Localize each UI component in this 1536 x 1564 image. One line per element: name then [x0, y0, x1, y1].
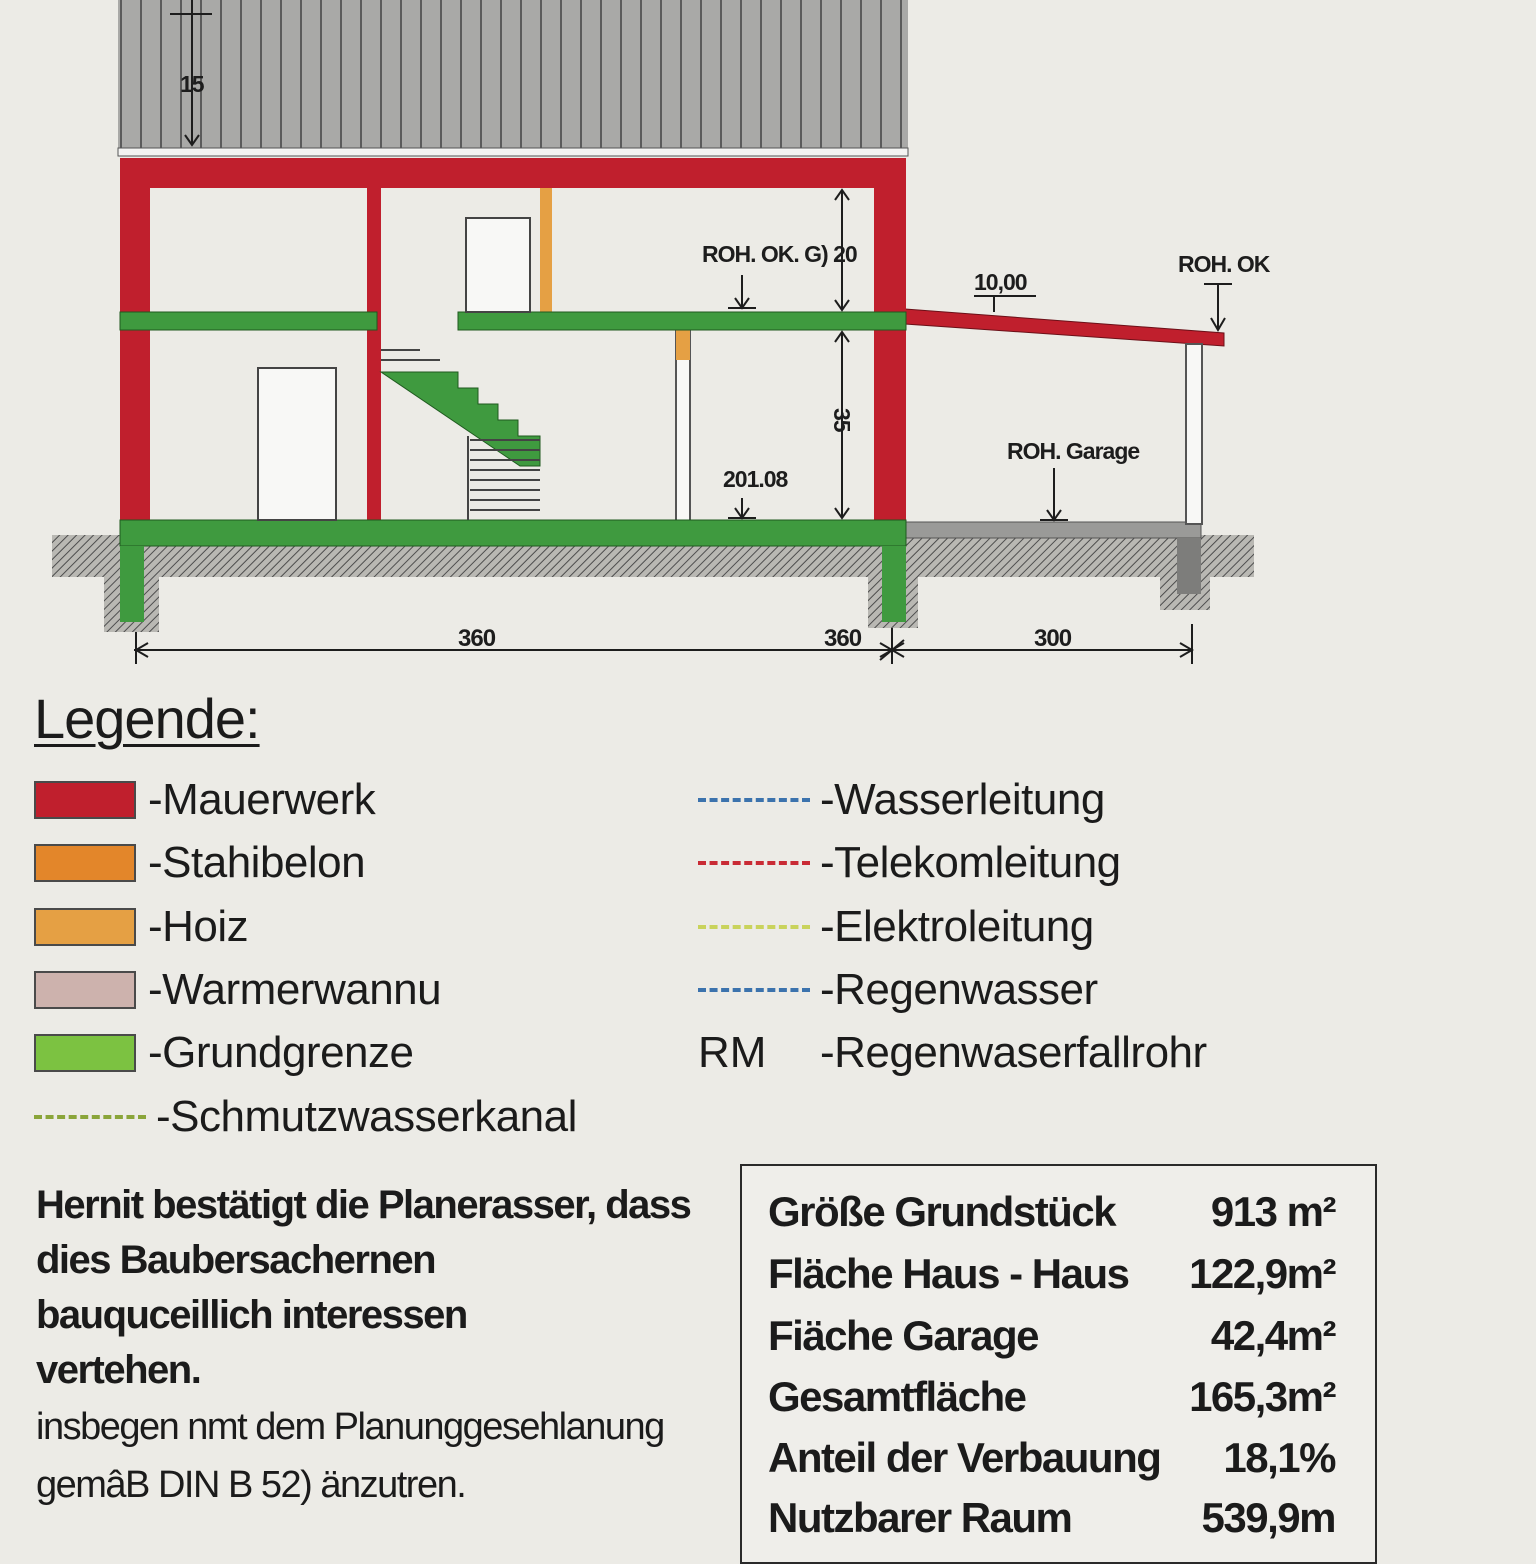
legend-item-wasserleitung — [698, 777, 1105, 823]
garage-foundation — [1177, 538, 1201, 594]
swatch-holz — [34, 908, 136, 946]
building-section-drawing — [0, 0, 1536, 680]
roof — [118, 0, 908, 150]
dimension-label-2: 360 — [824, 625, 862, 652]
dimension-label-1: 360 — [458, 625, 496, 652]
dimension-label-3: 300 — [1034, 625, 1072, 652]
row-label: Größe Grundstück — [768, 1188, 1116, 1235]
table-row — [768, 1306, 1335, 1366]
garage-post — [1186, 344, 1202, 524]
row-label: Anteil der Verbauung — [768, 1434, 1161, 1481]
statement-line: dies Baubersachernen — [36, 1238, 436, 1282]
height-top-label: 15 — [180, 71, 204, 97]
ceiling-upper — [142, 158, 887, 188]
legend-label: -Grundgrenze — [148, 1028, 414, 1077]
statement-line: gemâB DIN B 52) änzutren. — [36, 1464, 466, 1506]
legend-label: -Mauerwerk — [148, 775, 376, 824]
row-label: Fläche Haus - Haus — [768, 1250, 1129, 1297]
legend-item-regenwasser — [698, 967, 1098, 1013]
wall-right — [874, 158, 906, 528]
swatch-grundgrenze — [34, 1034, 136, 1072]
legend-label: -Telekomleitung — [820, 838, 1121, 887]
row-label: Fiäche Garage — [768, 1312, 1038, 1359]
garage-floor — [905, 522, 1201, 538]
dash-telekomleitung — [698, 861, 810, 865]
dash-schmutzwasserkanal — [34, 1115, 146, 1119]
legend-title: Legende: — [34, 687, 260, 750]
legend-label: -Elektroleitung — [820, 902, 1094, 951]
foundation-left — [120, 546, 144, 622]
legend-item-telekomleitung — [698, 840, 1121, 886]
row-value: 122,9m² — [1189, 1250, 1335, 1297]
table-row — [768, 1428, 1335, 1488]
dash-elektroleitung — [698, 925, 810, 929]
swatch-stahlbeton — [34, 844, 136, 882]
door-upper — [466, 218, 530, 312]
garage-roof — [905, 309, 1224, 346]
statement-line: bauquceillich interessen — [36, 1293, 467, 1337]
table-row — [768, 1367, 1335, 1427]
table-row — [768, 1182, 1335, 1242]
legend-label: -Regenwaserfallrohr — [820, 1028, 1207, 1077]
legend-item-regenwasserfallrohr — [698, 1030, 1207, 1076]
slab-mid-right — [458, 312, 906, 330]
statement-line: vertehen. — [36, 1348, 201, 1392]
legend-item-holz — [34, 904, 248, 950]
inner-wall-3-top — [676, 330, 690, 360]
inner-wall-1 — [367, 188, 381, 523]
roh-garage-label: ROH. Garage — [1007, 438, 1140, 464]
confirmation-statement — [36, 1178, 716, 1514]
swatch-mauerwerk — [34, 781, 136, 819]
rohok-g-label: ROH. OK. G) 20 — [702, 241, 857, 267]
statement-line: insbegen nmt dem Planunggesehlanung — [36, 1406, 664, 1448]
statement-line: Hernit bestätigt die Planerasser, dass — [36, 1183, 691, 1227]
legend-label: -Schmutzwasserkanal — [156, 1092, 577, 1141]
legend-label: -Warmerwannu — [148, 965, 442, 1014]
row-value: 18,1% — [1223, 1434, 1335, 1481]
legend-label: -Hoiz — [148, 902, 249, 951]
legend-label: -Regenwasser — [820, 965, 1098, 1014]
slab-mid-left — [120, 312, 377, 330]
area-summary-table — [740, 1164, 1377, 1564]
legend-item-schmutzwasserkanal — [34, 1094, 577, 1140]
row-label: Nutzbarer Raum — [768, 1494, 1072, 1541]
slab-ground — [120, 520, 906, 546]
row-value: 42,4m² — [1210, 1312, 1335, 1359]
row-value: 913 m² — [1210, 1188, 1335, 1235]
door-lower — [258, 368, 336, 520]
table-row — [768, 1244, 1335, 1304]
legend-label: -Stahibelon — [148, 838, 366, 887]
roof-slope-label: 10,00 — [974, 269, 1027, 295]
legend-item-elektroleitung — [698, 904, 1094, 950]
table-row — [768, 1488, 1335, 1548]
row-label: Gesamtfläche — [768, 1373, 1026, 1420]
row-value: 165,3m² — [1189, 1373, 1335, 1420]
dash-regenwasser — [698, 988, 810, 992]
row-value: 539,9m — [1201, 1494, 1335, 1541]
height-ground-label: 35 — [829, 408, 855, 432]
rm-abbreviation: RM — [698, 1028, 767, 1077]
legend-item-stahlbeton — [34, 840, 365, 886]
legend-label: -Wasserleitung — [820, 775, 1105, 824]
dash-wasserleitung — [698, 798, 810, 802]
staircase — [381, 350, 540, 520]
legend-item-waermedaemmung — [34, 967, 441, 1013]
legend-item-grundgrenze — [34, 1030, 413, 1076]
level-201-label: 201.08 — [723, 466, 788, 492]
swatch-waermedaemmung — [34, 971, 136, 1009]
wall-left — [120, 158, 150, 528]
legend-item-mauerwerk — [34, 777, 375, 823]
inner-wall-2 — [540, 188, 552, 312]
foundation-right — [882, 546, 906, 622]
roof-edge — [118, 148, 908, 156]
rohok-label: ROH. OK — [1178, 251, 1270, 277]
